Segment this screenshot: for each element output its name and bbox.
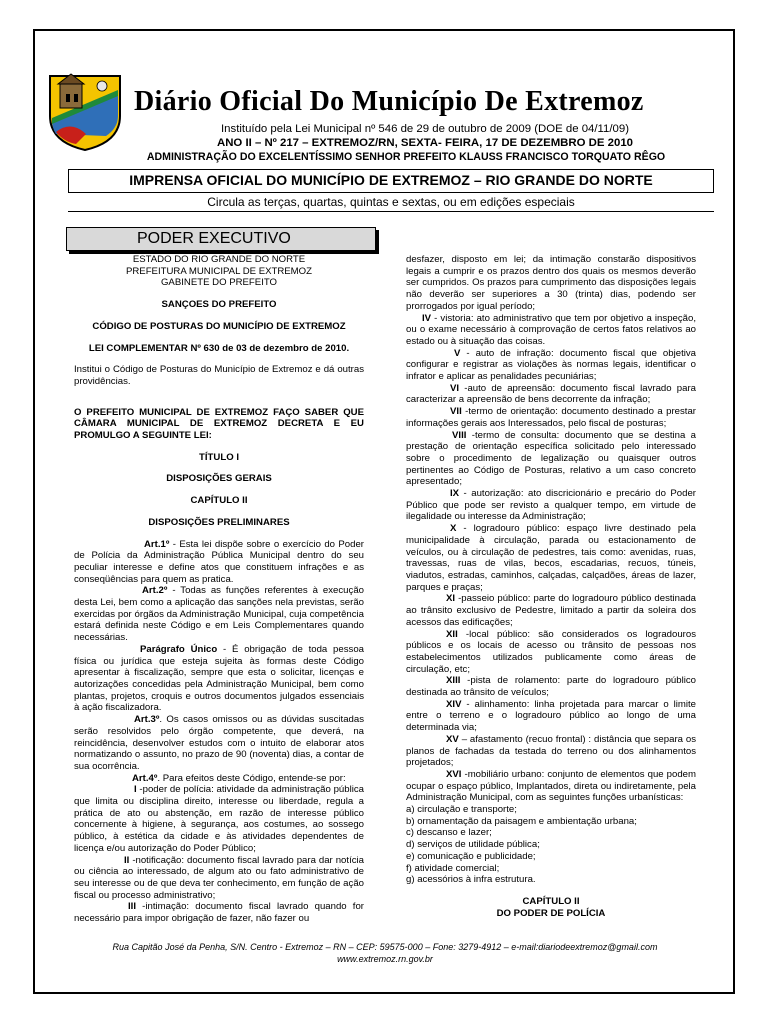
header-state: ESTADO DO RIO GRANDE DO NORTE (132, 254, 306, 265)
item-vii: VII -termo de orientação: documento destinado a prestar informações gerais aos Interessados, pelo fiscal de posturas; (406, 406, 696, 429)
item-vi: VI -auto de apreensão: documento fiscal lavrado para caracterizar a apreensão de bens decorrente da infração; (406, 382, 696, 406)
item-ii: II -notificação: documento fiscal lavrado para dar notícia ou ciência ao interessado, de algum ato ou fato administrativo de seu interesse ou de que deva ter conhecimento, em função de ação fiscal ou processo administrativo; (74, 854, 364, 901)
disposicoes-gerais-heading: DISPOSIÇÕES GERAIS (166, 473, 272, 485)
item-xi: XI -passeio público: parte do logradouro público destinada ao trânsito exclusivo de Pedestre, limitado a partir da soleira dos acessos das edificações; (406, 593, 696, 628)
right-column (406, 254, 696, 919)
item-iii-continued: desfazer, disposto em lei; da intimação constarão dispositivos legais a cumprir e os prazos dentro dos quais os mesmos deverão ser cumpridos. Os prazos para cumprimento das disposições legais não deverão ser superiores a 30 (trinta) dias, podendo ser prorrogados por igual período; (406, 254, 696, 312)
header-gabinete: GABINETE DO PREFEITO (160, 277, 278, 289)
item-xii: XII -local público: são considerados os logradouros públicos e os locais de acesso ou trânsito de pessoas nos estabelecimentos utilizados publicamente como áreas de circulação, etc; (406, 628, 696, 675)
function-f: f) atividade comercial; (406, 862, 500, 874)
item-iii: III -intimação: documento fiscal lavrado quando for necessário para impor obrigação de fazer, não fazer ou (74, 901, 364, 925)
capitulo-ii-heading: CAPÍTULO II (522, 895, 580, 907)
item-iv: IV - vistoria: ato administrativo que tem por objetivo a inspeção, ou o exame necessário à comprovação de certos fatos relativos ao estado ou à situação das coisas. (406, 312, 696, 347)
header-prefeitura: PREFEITURA MUNICIPAL DE EXTREMOZ (125, 265, 313, 277)
item-i: I -poder de polícia: atividade da administração pública que limita ou disciplina direito, interesse ou liberdade, regula a prática de ato ou abstenção, em razão de interesse público concernente à higiene, à segurança, aos costumes, ao sossego público, à estética da cidade e às atividades dependentes de licença e/ou autorização do Poder Público; (74, 784, 364, 854)
edition-line: ANO II – Nº 217 – EXTREMOZ/RN, SEXTA- FEIRA, 17 DE DEZEMBRO DE 2010 (216, 137, 633, 149)
lei-heading: LEI COMPLEMENTAR Nº 630 de 03 de dezembro de 2010. (88, 342, 350, 354)
item-xvi: XVI -mobiliário urbano: conjunto de elementos que podem ocupar o espaço público, Implantados, direta ou indiretamente, pela Administração Municipal, com as seguintes funções urbanísticas: (406, 768, 696, 804)
paragrafo-unico: Parágrafo Único - É obrigação de toda pessoa física ou jurídica que esteja sujeita às formas deste Código apresentar à fiscalização, sempre que esta o solicitar, licenças e autorizações concedidas pela Administração Municipal, bem como plantas, projetos, croquis e outros documentos julgados essenciais à ação fiscalizadora. (74, 643, 364, 714)
left-column (74, 254, 364, 925)
promulgation-text: O PREFEITO MUNICIPAL DE EXTREMOZ FAÇO SABER QUE CÂMARA MUNICIPAL DE EXTREMOZ DECRETA E EU PROMULGO A SEGUINTE LEI: (74, 406, 364, 442)
header-divider (68, 211, 714, 212)
circulation-note: Circula as terças, quartas, quintas e sextas, ou em edições especiais (207, 195, 575, 209)
item-viii: VIII -termo de consulta: documento que se destina a prestação de orientação específica solicitado pelo interessado sobre o procedimento de legalização ou quaisquer outros pertinentes ao Código de Posturas, relativo a um caso concreto apresentado; (406, 429, 696, 488)
institution-line: Instituído pela Lei Municipal nº 546 de 29 de outubro de 2009 (DOE de 04/11/09) (221, 123, 629, 135)
imprensa-banner: IMPRENSA OFICIAL DO MUNICÍPIO DE EXTREMOZ – RIO GRANDE DO NORTE (68, 169, 714, 193)
item-ix: IX - autorização: ato discricionário e precário do Poder Público que pode ser revisto a qualquer tempo, em virtude de ilegalidade ou interesse da Administração; (406, 488, 696, 523)
function-g: g) acessórios à infra estrutura. (406, 874, 536, 886)
sancoes-heading: SANÇOES DO PREFEITO (161, 299, 277, 311)
disposicoes-preliminares-heading: DISPOSIÇÕES PRELIMINARES (148, 516, 290, 528)
item-x: X - logradouro público: espaço livre destinado pela municipalidade à circulação, parada ou estacionamento de veículos, ou à circulação de pedestres, tais como: avenidas, ruas, travessas, ruas de vilas, becos, escadarias, recuos, túneis, viadutos, estradas, caminhos, calçadas, calçadões, áreas de lazer, parques e praças; (406, 523, 696, 593)
capitulo-heading: CAPÍTULO II (190, 495, 248, 507)
footer-address: Rua Capitão José da Penha, S/N. Centro - Extremoz – RN – CEP: 59575-000 – Fone: 3279-4912 – e-mail:diariodeextremoz@gmail.com (112, 942, 658, 952)
poder-policia-heading: DO PODER DE POLÍCIA (496, 907, 606, 919)
function-b: b) ornamentação da paisagem e ambientação urbana; (406, 815, 637, 827)
codigo-heading: CÓDIGO DE POSTURAS DO MUNICÍPIO DE EXTREMOZ (92, 320, 346, 332)
section-title: PODER EXECUTIVO (66, 227, 376, 251)
administration-line: ADMINISTRAÇÃO DO EXCELENTÍSSIMO SENHOR PREFEITO KLAUSS FRANCISCO TORQUATO RÊGO (146, 151, 666, 163)
titulo-heading: TÍTULO I (199, 451, 239, 463)
article-4: Art.4º. Para efeitos deste Código, entende-se por: (132, 772, 346, 784)
item-xiii: XIII -pista de rolamento: parte do logradouro público destinada ao trânsito de veículos; (406, 675, 696, 699)
footer-website: www.extremoz.rn.gov.br (337, 954, 433, 964)
newspaper-title: Diário Oficial Do Município De Extremoz (134, 86, 644, 117)
article-3: Art.3º. Os casos omissos ou as dúvidas suscitadas serão resolvidos pelo órgão competente, que deverá, na reincidência, desenvolver estudos com o intuito de elaborar atos normatizando o assunto, no prazo de 90 (noventa) dias, a contar de sua ocorrência. (74, 714, 364, 772)
municipal-crest-icon (46, 70, 124, 152)
article-2: Art.2º - Todas as funções referentes à execução desta Lei, bem como a aplicação das sanções nela previstas, serão exercidas por órgãos da Administração Municipal, cuja competência estará definida neste Código e em Leis Complementares quando necessárias. (74, 585, 364, 644)
institui-text: Institui o Código de Posturas do Município de Extremoz e dá outras providências. (74, 364, 364, 387)
item-xiv: XIV - alinhamento: linha projetada para marcar o limite entre o terreno e o logradouro público ao longo de uma determinada via; (406, 698, 696, 734)
item-v: V - auto de infração: documento fiscal que objetiva configurar e registrar as violações às normas legais, identificar o infrator e aplicar as penalidades pecuniárias; (406, 347, 696, 383)
article-1: Art.1º - Esta lei dispõe sobre o exercício do Poder de Polícia da Administração Pública Municipal dentro do seu peculiar interesse e define atos que constituem infrações e as conseqüências para quem as pratica. (74, 538, 364, 585)
page-footer (40, 941, 730, 965)
function-a: a) circulação e transporte; (406, 804, 517, 816)
function-d: d) serviços de utilidade pública; (406, 839, 540, 851)
function-c: c) descanso e lazer; (406, 827, 492, 839)
function-e: e) comunicação e publicidade; (406, 850, 536, 862)
item-xv: XV – afastamento (recuo frontal) : distância que separa os planos de fachadas da testada do terreno ou dos alinhamentos projetados; (406, 733, 696, 769)
